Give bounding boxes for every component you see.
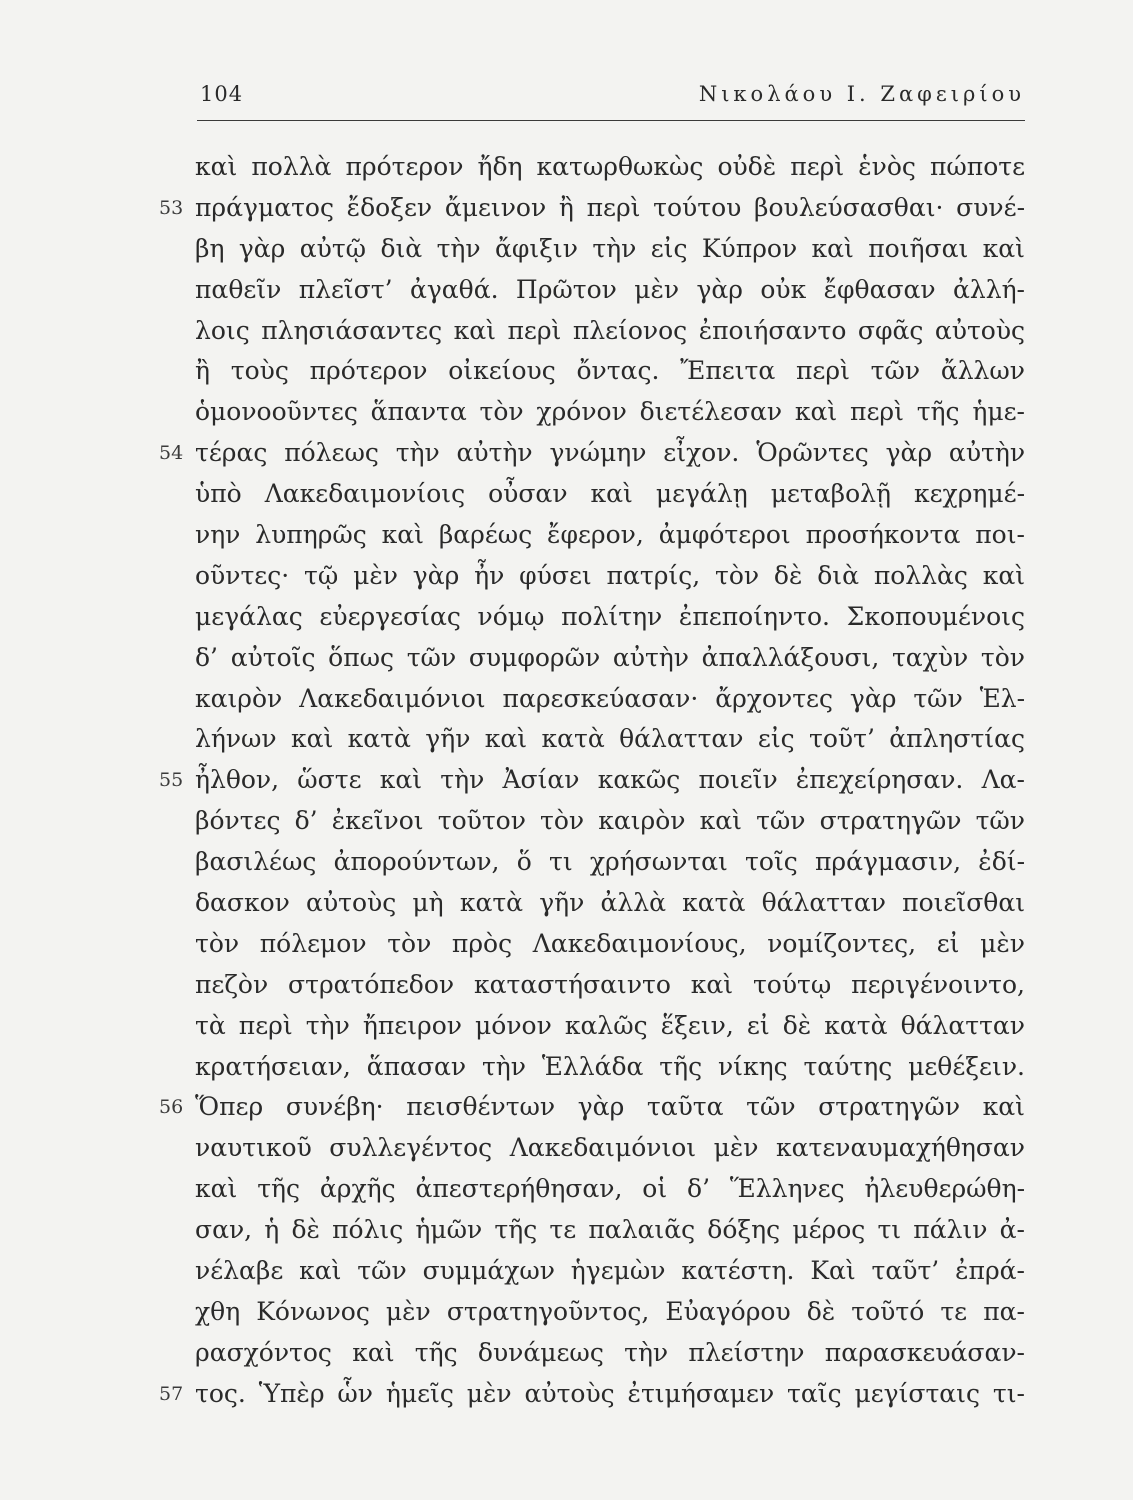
line-text: σαν, ἡ δὲ πόλις ἡμῶν τῆς τε παλαιᾶς δόξης μέρος τι πάλιν ἀ- <box>195 1215 1025 1245</box>
line-text: παθεῖν πλεῖστ’ ἀγαθά. Πρῶτον μὲν γὰρ οὐκ ἔφθασαν ἀλλή- <box>195 274 1026 304</box>
text-line <box>195 147 1025 188</box>
text-line <box>195 965 1025 1006</box>
text-line <box>195 597 1025 638</box>
line-text: μεγάλας εὐεργεσίας νόμῳ πολίτην ἐπεποίηντο. Σκοπουμένοις <box>195 601 1025 631</box>
line-text: νέλαβε καὶ τῶν συμμάχων ἡγεμὼν κατέστη. Καὶ ταῦτ’ ἐπρά- <box>195 1256 1025 1286</box>
text-line <box>195 351 1025 392</box>
line-text: ὁμονοοῦντες ἅπαντα τὸν χρόνον διετέλεσαν καὶ περὶ τῆς ἡμε- <box>195 397 1025 427</box>
line-text: καιρὸν Λακεδαιμόνιοι παρεσκεύασαν· ἄρχοντες γὰρ τῶν Ἑλ- <box>195 683 1026 713</box>
text-line <box>159 760 1025 801</box>
line-text: ρασχόντος καὶ τῆς δυνάμεως τὴν πλείστην παρασκευάσαν- <box>195 1337 1025 1367</box>
text-line <box>195 1169 1025 1210</box>
line-text: τέρας πόλεως τὴν αὐτὴν γνώμην εἶχον. Ὁρῶντες γὰρ αὐτὴν <box>195 438 1026 468</box>
text-line <box>195 638 1025 679</box>
text-line <box>195 474 1025 515</box>
text-line <box>195 883 1025 924</box>
text-line <box>195 1333 1025 1374</box>
section-number: 55 <box>159 769 184 792</box>
text-line <box>195 801 1025 842</box>
line-text: τος. Ὑπὲρ ὧν ἡμεῖς μὲν αὐτοὺς ἐτιμήσαμεν ταῖς μεγίσταις τι- <box>195 1378 1025 1408</box>
line-text: κρατήσειαν, ἅπασαν τὴν Ἑλλάδα τῆς νίκης ταύτης μεθέξειν. <box>195 1051 1025 1081</box>
section-number: 57 <box>159 1382 184 1405</box>
line-text: νην λυπηρῶς καὶ βαρέως ἔφερον, ἀμφότεροι προσήκοντα ποι- <box>195 520 1025 550</box>
line-text: ἢ τοὺς πρότερον οἰκείους ὄντας. Ἔπειτα περὶ τῶν ἄλλων <box>195 356 1025 386</box>
line-text: λοις πλησιάσαντες καὶ περὶ πλείονος ἐποιήσαντο σφᾶς αὐτοὺς <box>195 315 1026 345</box>
running-title: Νικολάου Ι. Ζαφειρίου <box>698 82 1025 106</box>
line-text: τὸν πόλεμον τὸν πρὸς Λακεδαιμονίους, νομίζοντες, εἰ μὲν <box>195 928 1025 958</box>
line-text: οῦντες· τῷ μὲν γὰρ ἦν φύσει πατρίς, τὸν δὲ διὰ πολλὰς καὶ <box>195 560 1026 590</box>
line-text: βη γὰρ αὐτῷ διὰ τὴν ἄφιξιν τὴν εἰς Κύπρον καὶ ποιῆσαι καὶ <box>195 233 1025 263</box>
line-text: καὶ πολλὰ πρότερον ἤδη κατωρθωκὼς οὐδὲ περὶ ἑνὸς πώποτε <box>195 152 1026 181</box>
text-line <box>159 188 1026 229</box>
line-text: βασιλέως ἀπορούντων, ὅ τι χρήσωνται τοῖς πράγμασιν, ἐδί- <box>195 847 1026 877</box>
text-line <box>195 1006 1025 1047</box>
line-text: δ’ αὐτοῖς ὅπως τῶν συμφορῶν αὐτὴν ἀπαλλάξουσι, ταχὺν τὸν <box>195 642 1025 672</box>
line-text: λήνων καὶ κατὰ γῆν καὶ κατὰ θάλατταν εἰς τοῦτ’ ἀπληστίας <box>195 724 1025 754</box>
text-line <box>195 842 1025 883</box>
text-line <box>159 1374 1025 1415</box>
text-line <box>159 433 1026 474</box>
text-line <box>195 1128 1025 1169</box>
text-line <box>195 556 1025 597</box>
text-line <box>195 719 1025 760</box>
line-text: δασκον αὐτοὺς μὴ κατὰ γῆν ἀλλὰ κατὰ θάλατταν ποιεῖσθαι <box>195 888 1026 918</box>
text-body <box>159 147 1026 1415</box>
line-text: πράγματος ἔδοξεν ἄμεινον ἢ περὶ τούτου βουλεύσασθαι· συνέ- <box>195 192 1026 222</box>
text-line <box>195 924 1025 965</box>
text-line <box>195 311 1025 352</box>
text-line <box>159 1087 1025 1128</box>
line-text: ναυτικοῦ συλλεγέντος Λακεδαιμόνιοι μὲν κατεναυμαχήθησαν <box>195 1133 1025 1163</box>
text-line <box>195 1047 1025 1088</box>
text-line <box>195 679 1025 720</box>
text-line <box>195 392 1025 433</box>
line-text: τὰ περὶ τὴν ἤπειρον μόνον καλῶς ἕξειν, εἰ δὲ κατὰ θάλατταν <box>195 1010 1025 1040</box>
section-number: 53 <box>159 196 184 219</box>
text-line <box>195 270 1025 311</box>
section-number: 56 <box>159 1096 184 1119</box>
line-text: ἦλθον, ὥστε καὶ τὴν Ἀσίαν κακῶς ποιεῖν ἐπεχείρησαν. Λα- <box>195 765 1025 795</box>
line-text: καὶ τῆς ἀρχῆς ἀπεστερήθησαν, οἱ δ’ Ἕλληνες ἠλευθερώθη- <box>195 1174 1026 1204</box>
text-line <box>195 1210 1025 1251</box>
line-text: πεζὸν στρατόπεδον καταστήσαιντο καὶ τούτῳ περιγένοιντο, <box>195 969 1025 999</box>
text-line <box>195 515 1025 556</box>
page-number: 104 <box>200 82 244 106</box>
text-line <box>195 229 1025 270</box>
section-number: 54 <box>159 442 184 465</box>
page-header <box>197 82 1025 116</box>
text-line <box>195 1251 1025 1292</box>
line-text: ὑπὸ Λακεδαιμονίοις οὖσαν καὶ μεγάλῃ μεταβολῇ κεχρημέ- <box>195 479 1026 509</box>
line-text: χθη Κόνωνος μὲν στρατηγοῦντος, Εὐαγόρου δὲ τοῦτό τε πα- <box>195 1296 1025 1326</box>
header-rule <box>197 120 1025 121</box>
line-text: Ὅπερ συνέβη· πεισθέντων γὰρ ταῦτα τῶν στρατηγῶν καὶ <box>195 1092 1025 1122</box>
line-text: βόντες δ’ ἐκεῖνοι τοῦτον τὸν καιρὸν καὶ τῶν στρατηγῶν τῶν <box>195 806 1026 836</box>
text-line <box>195 1292 1025 1333</box>
